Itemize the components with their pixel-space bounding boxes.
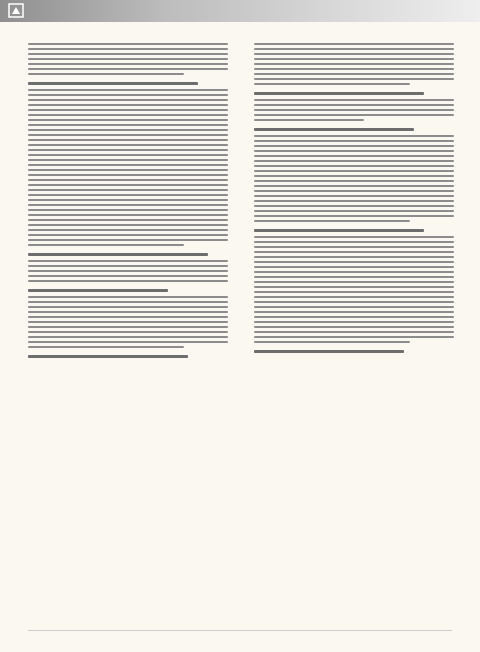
text-line [28, 346, 184, 348]
section-heading [28, 82, 198, 85]
text-line [28, 68, 228, 70]
text-line [28, 194, 228, 196]
text-line [254, 276, 454, 278]
text-line [254, 150, 454, 152]
section-heading [28, 289, 168, 292]
text-line [254, 321, 454, 323]
text-line [254, 53, 454, 55]
text-line [28, 124, 228, 126]
text-line [254, 261, 454, 263]
text-line [254, 170, 454, 172]
text-line [254, 109, 454, 111]
text-line [28, 199, 228, 201]
text-line [28, 134, 228, 136]
text-line [28, 159, 228, 161]
text-line [254, 296, 454, 298]
section-heading [254, 350, 404, 353]
text-line [28, 301, 228, 303]
text-line [28, 280, 228, 282]
text-line [254, 180, 454, 182]
text-line [28, 164, 228, 166]
text-line [254, 291, 454, 293]
text-line [254, 99, 454, 101]
text-line [28, 321, 228, 323]
text-line [254, 266, 454, 268]
text-line [28, 73, 184, 75]
text-line [28, 229, 228, 231]
text-line [254, 236, 454, 238]
text-line [28, 179, 228, 181]
text-line [254, 195, 454, 197]
text-line [28, 209, 228, 211]
text-line [28, 53, 228, 55]
text-line [28, 184, 228, 186]
text-line [28, 58, 228, 60]
text-line [28, 239, 228, 241]
text-line [254, 281, 454, 283]
text-line [254, 135, 454, 137]
text-line [254, 68, 454, 70]
text-line [254, 190, 454, 192]
text-line [254, 271, 454, 273]
text-line [254, 311, 454, 313]
section-heading [254, 128, 414, 131]
text-line [28, 139, 228, 141]
text-line [254, 256, 454, 258]
text-line [28, 109, 228, 111]
text-line [28, 306, 228, 308]
text-line [254, 48, 454, 50]
section-heading [254, 229, 424, 232]
text-line [28, 48, 228, 50]
text-line [28, 63, 228, 65]
text-line [254, 286, 454, 288]
section-heading [254, 92, 424, 95]
text-line [254, 246, 454, 248]
text-line [28, 43, 228, 45]
text-line [254, 83, 410, 85]
text-line [254, 301, 454, 303]
text-line [28, 341, 228, 343]
text-line [254, 210, 454, 212]
text-line [28, 296, 228, 298]
page-footer [28, 624, 452, 638]
text-line [28, 94, 228, 96]
section-heading [28, 355, 188, 358]
text-line [254, 331, 454, 333]
text-line [28, 204, 228, 206]
text-line [28, 336, 228, 338]
text-line [254, 220, 410, 222]
text-line [28, 154, 228, 156]
text-line [28, 260, 228, 262]
text-line [254, 341, 410, 343]
text-line [28, 234, 228, 236]
text-line [254, 336, 454, 338]
footer-rule [28, 630, 452, 631]
text-line [28, 270, 228, 272]
text-line [254, 114, 454, 116]
text-line [254, 119, 364, 121]
text-line [254, 185, 454, 187]
text-line [28, 311, 228, 313]
text-line [28, 174, 228, 176]
text-line [28, 104, 228, 106]
text-line [28, 316, 228, 318]
text-line [28, 149, 228, 151]
text-line [28, 129, 228, 131]
text-line [28, 144, 228, 146]
header-band [0, 0, 480, 22]
text-line [28, 189, 228, 191]
text-line [28, 275, 228, 277]
text-line [28, 219, 228, 221]
text-line [254, 200, 454, 202]
text-line [254, 251, 454, 253]
section-heading [28, 253, 208, 256]
header-logo-icon [8, 3, 24, 18]
text-line [254, 175, 454, 177]
text-line [254, 241, 454, 243]
text-line [254, 140, 454, 142]
text-line [28, 89, 228, 91]
right-column [254, 40, 454, 620]
text-line [254, 104, 454, 106]
text-line [28, 119, 228, 121]
text-line [254, 165, 454, 167]
text-line [254, 73, 454, 75]
text-line [28, 214, 228, 216]
text-line [28, 326, 228, 328]
page-header [0, 0, 480, 28]
left-column [28, 40, 228, 620]
text-line [28, 331, 228, 333]
text-line [254, 145, 454, 147]
text-line [254, 43, 454, 45]
text-line [254, 58, 454, 60]
text-line [254, 63, 454, 65]
text-line [254, 306, 454, 308]
text-line [28, 224, 228, 226]
text-line [28, 265, 228, 267]
text-line [28, 169, 228, 171]
text-line [254, 326, 454, 328]
text-line [254, 160, 454, 162]
text-line [254, 205, 454, 207]
text-line [28, 114, 228, 116]
text-line [28, 244, 184, 246]
text-line [254, 215, 454, 217]
text-line [28, 99, 228, 101]
text-line [254, 78, 454, 80]
text-line [254, 155, 454, 157]
text-line [254, 316, 454, 318]
